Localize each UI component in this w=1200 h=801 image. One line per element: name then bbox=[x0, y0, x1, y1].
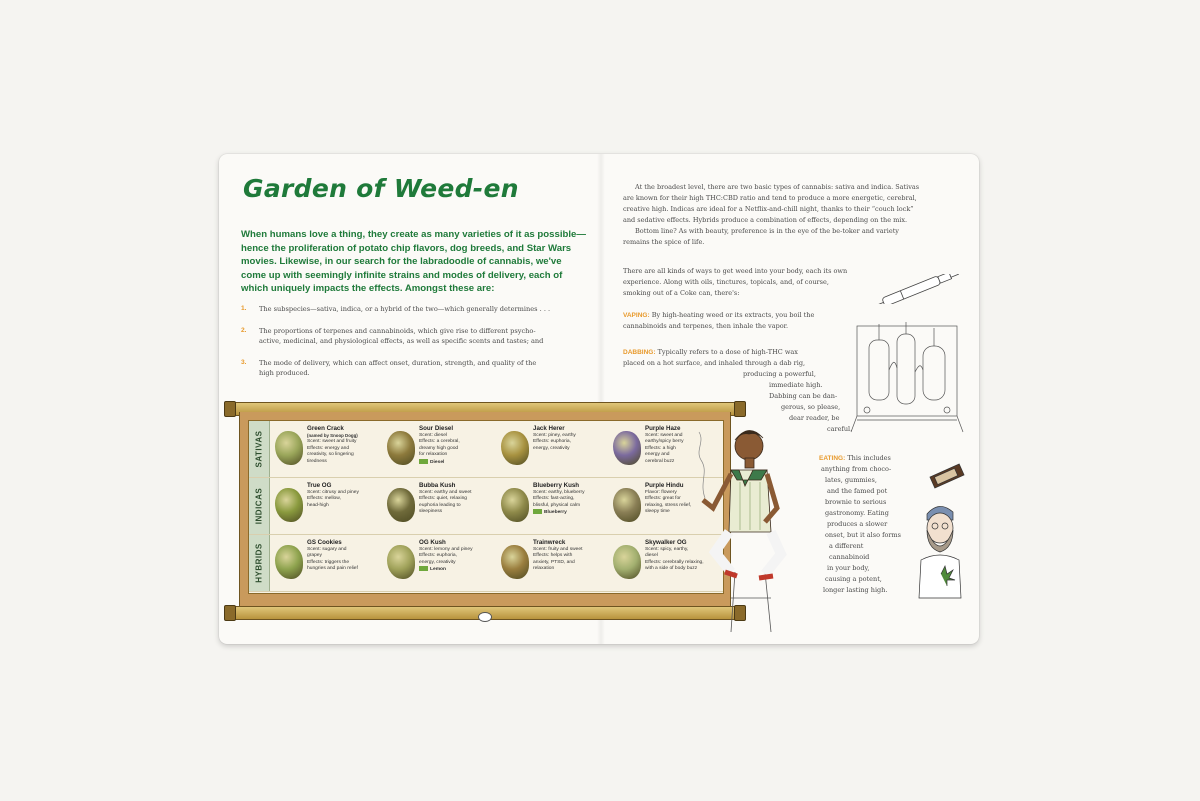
dabbing-line: Dabbing can be dan- bbox=[769, 392, 838, 400]
cannabis-bud-image bbox=[387, 545, 415, 579]
strain-detail-line: Effects: quiet, relaxing bbox=[419, 496, 468, 502]
list-number: 3. bbox=[241, 358, 247, 366]
strain-details bbox=[307, 539, 385, 573]
lead-line: come up with seemingly infinite strains and modes of delivery, each of bbox=[241, 269, 563, 281]
ways-line: smoking out of a Coke can, there's: bbox=[623, 289, 740, 297]
book-spread bbox=[219, 154, 979, 644]
scroll-pull-ring bbox=[478, 612, 492, 622]
strain-detail-line: Effects: helps with bbox=[533, 553, 573, 559]
strain-detail-line: with a side of body buzz bbox=[645, 566, 698, 572]
intro-line: remains the spice of life. bbox=[623, 238, 705, 246]
list-item bbox=[241, 304, 586, 315]
strain-detail-line: Scent: sweet and bbox=[645, 433, 683, 438]
cannabis-bud-image bbox=[275, 488, 303, 522]
eating-line: This includes bbox=[847, 454, 891, 462]
list-line: active, medicinal, and physiological effects, as well as specific scents and tastes; and bbox=[259, 337, 544, 345]
strain-detail-line: Scent: lemony and piney bbox=[419, 547, 473, 552]
strain-detail-line: tiredness bbox=[307, 458, 327, 464]
strain-detail-line: relaxation bbox=[533, 566, 555, 572]
vaping-label: VAPING: bbox=[623, 312, 650, 319]
strain-name: Green Crack bbox=[307, 425, 344, 432]
strain-details bbox=[419, 425, 497, 466]
strain-detail-line: Scent: piney, earthy bbox=[533, 433, 576, 438]
strain-detail-line: hungries and pain relief bbox=[307, 566, 358, 572]
cannabis-bud-image bbox=[613, 545, 641, 579]
strain-details bbox=[419, 539, 497, 573]
strain-row-label-text: SATIVAS bbox=[254, 430, 264, 468]
list-item bbox=[241, 326, 586, 347]
strain-details bbox=[419, 482, 497, 516]
eating-line: produces a slower bbox=[827, 520, 888, 528]
dabbing-line: immediate high. bbox=[769, 381, 823, 389]
strain-card bbox=[499, 539, 611, 589]
strain-card bbox=[385, 539, 497, 589]
strain-name: Blueberry Kush bbox=[533, 482, 580, 489]
vaping-paragraph bbox=[623, 310, 853, 332]
strain-detail-line: Scent: diesel bbox=[419, 433, 448, 438]
cannabis-bud-image bbox=[501, 431, 529, 465]
list-line: The mode of delivery, which can affect onset, duration, strength, and quality of the bbox=[259, 358, 537, 367]
strain-detail-line: earthy/spicy berry bbox=[645, 439, 684, 445]
cannabis-bud-image bbox=[275, 545, 303, 579]
strain-row-label-text: INDICAS bbox=[254, 487, 264, 525]
eating-line: causing a potent, bbox=[825, 575, 882, 583]
intro-line: are known for their high THC:CBD ratio and tend to produce a more energetic, cerebral, bbox=[623, 194, 917, 202]
vaping-line: cannabinoids and terpenes, then inhale the vapor. bbox=[623, 322, 789, 330]
eating-line: and the famed pot bbox=[827, 487, 888, 495]
flavor-tag bbox=[419, 459, 497, 466]
list-line: high produced. bbox=[259, 369, 310, 377]
intro-line: At the broadest level, there are two basic types of cannabis: sativa and indica. Sativas bbox=[635, 183, 920, 191]
strain-row-label bbox=[249, 478, 270, 534]
flavor-tag bbox=[419, 566, 497, 573]
cannabis-bud-image bbox=[275, 431, 303, 465]
strain-card bbox=[273, 425, 385, 475]
ways-line: There are all kinds of ways to get weed into your body, each its own bbox=[623, 267, 848, 275]
strain-chart bbox=[239, 412, 731, 608]
strain-row bbox=[249, 478, 723, 535]
intro-line: creative high. Indicas are ideal for a Netflix-and-chill night, thanks to their “couch lock” bbox=[623, 205, 914, 213]
flavor-label: Diesel bbox=[430, 459, 445, 465]
strain-details bbox=[307, 425, 385, 465]
bearded-man-illustration bbox=[913, 500, 967, 600]
eating-line: in your body, bbox=[827, 564, 870, 572]
vape-pen-illustration bbox=[871, 274, 966, 304]
eating-line: onset, but it also forms bbox=[825, 531, 902, 539]
strain-details bbox=[533, 425, 611, 452]
strain-detail-line: cerebral buzz bbox=[645, 458, 675, 464]
strain-chart-panel bbox=[248, 420, 724, 594]
flag-icon bbox=[533, 509, 542, 514]
strain-detail-line: Effects: cerebrally relaxing, bbox=[645, 559, 704, 565]
strain-detail-line: Scent: citrusy and piney bbox=[307, 490, 359, 495]
eating-line: a different bbox=[829, 542, 864, 550]
dabbing-line: placed on a hot surface, and inhaled through a dab rig, bbox=[623, 359, 806, 367]
ways-line: experience. Along with oils, tinctures, topicals, and, of course, bbox=[623, 278, 829, 286]
dabbing-line: careful. bbox=[827, 425, 853, 433]
strain-detail-line: diesel bbox=[645, 553, 658, 559]
strain-name: Sour Diesel bbox=[419, 425, 454, 432]
strain-row bbox=[249, 535, 723, 592]
cannabis-bud-image bbox=[387, 431, 415, 465]
strain-name: Jack Herer bbox=[533, 425, 565, 432]
strain-detail-line: Scent: earthy and sweet bbox=[419, 490, 472, 495]
flavor-tag bbox=[533, 509, 611, 516]
strain-detail-line: Effects: euphoria, bbox=[533, 439, 571, 445]
rod-cap bbox=[224, 605, 236, 621]
strain-card bbox=[385, 482, 497, 532]
strain-detail-line: Flavor: flowery bbox=[645, 490, 677, 495]
dabbing-line: producing a powerful, bbox=[743, 370, 816, 378]
strain-detail-line: dreamy high good bbox=[419, 445, 459, 451]
strain-detail-line: Effects: euphoria, bbox=[419, 553, 457, 559]
cannabis-bud-image bbox=[613, 431, 641, 465]
strain-name: Bubba Kush bbox=[419, 482, 456, 489]
strain-card bbox=[385, 425, 497, 475]
list-line: The proportions of terpenes and cannabinoids, which give rise to different psycho- bbox=[259, 326, 536, 335]
strain-details bbox=[533, 482, 611, 516]
strain-note: (named by Snoop Dogg) bbox=[307, 433, 358, 438]
eating-line: brownie to serious bbox=[825, 498, 887, 506]
strain-detail-line: Scent: sugary and bbox=[307, 547, 347, 552]
intro-line: and sedative effects. Hybrids produce a combination of effects, depending on the mix. bbox=[623, 216, 908, 224]
strain-card bbox=[273, 482, 385, 532]
list-line: The subspecies—sativa, indica, or a hybrid of the two—which generally determines . . . bbox=[259, 305, 551, 313]
strain-detail-line: Effects: a high bbox=[645, 445, 676, 451]
strain-detail-line: Effects: energy and bbox=[307, 445, 350, 451]
vaping-line: By high-heating weed or its extracts, you boil the bbox=[651, 311, 815, 319]
strain-detail-line: Effects: triggers the bbox=[307, 559, 350, 565]
eating-line: longer lasting high. bbox=[823, 586, 888, 594]
eating-line: lates, gummies, bbox=[825, 476, 877, 484]
strain-name: Trainwreck bbox=[533, 539, 566, 546]
strain-card bbox=[499, 425, 611, 475]
strain-detail-line: Scent: fruity and sweet bbox=[533, 547, 583, 552]
strain-detail-line: relaxing, stress relief, bbox=[645, 502, 692, 508]
strain-detail-line: energy, creativity bbox=[533, 445, 570, 451]
strain-detail-line: energy, creativity bbox=[419, 559, 456, 565]
strain-name: True OG bbox=[307, 482, 332, 489]
strain-detail-line: Scent: sweet and fruity bbox=[307, 439, 357, 445]
strain-detail-line: sleepiness bbox=[419, 509, 443, 515]
strain-detail-line: head-high bbox=[307, 502, 329, 508]
strain-card bbox=[273, 539, 385, 589]
strain-detail-line: blissful, physical calm bbox=[533, 502, 581, 508]
eating-line: cannabinoid bbox=[829, 553, 870, 561]
eating-label: EATING: bbox=[819, 455, 846, 462]
cannabis-bud-image bbox=[501, 545, 529, 579]
dab-rig-illustration bbox=[847, 320, 969, 438]
eating-line: gastronomy. Eating bbox=[825, 509, 889, 517]
strain-row-label bbox=[249, 421, 270, 477]
strain-name: OG Kush bbox=[419, 539, 446, 546]
strain-name: Purple Haze bbox=[645, 425, 681, 432]
flavor-label: Blueberry bbox=[544, 510, 567, 516]
cannabis-bud-image bbox=[613, 488, 641, 522]
cannabis-bud-image bbox=[387, 488, 415, 522]
strain-detail-line: Effects: fast-acting, bbox=[533, 496, 575, 502]
chocolate-bar-illustration bbox=[927, 462, 967, 490]
dabbing-line: Typically refers to a dose of high-THC wax bbox=[657, 348, 798, 356]
eating-line: anything from choco- bbox=[821, 465, 892, 473]
strain-name: GS Cookies bbox=[307, 539, 342, 546]
strain-detail-line: anxiety, PTSD, and bbox=[533, 559, 575, 565]
strain-details bbox=[307, 482, 385, 509]
lead-line: movies. Likewise, in our search for the labradoodle of cannabis, we've bbox=[241, 256, 562, 267]
strain-detail-line: Effects: great for bbox=[645, 496, 681, 502]
strain-detail-line: creativity, so lingering bbox=[307, 452, 354, 458]
lead-line: When humans love a thing, they create as many varieties of it as possible— bbox=[241, 229, 586, 240]
intro-line: Bottom line? As with beauty, preference is in the eye of the be-toker and variety bbox=[635, 227, 899, 235]
strain-detail-line: sleepy time bbox=[645, 509, 670, 515]
intro-paragraph bbox=[623, 182, 963, 248]
flavor-label: Lemon bbox=[430, 567, 447, 573]
strain-detail-line: grapey bbox=[307, 553, 322, 559]
dabbing-label: DABBING: bbox=[623, 349, 656, 356]
strain-details bbox=[533, 539, 611, 573]
flag-icon bbox=[419, 459, 428, 464]
strain-row-label-text: HYBRIDS bbox=[254, 543, 264, 583]
page-title: Garden of Weed-en bbox=[243, 174, 519, 203]
rod-cap bbox=[224, 401, 236, 417]
ways-paragraph bbox=[623, 266, 893, 299]
dabbing-line: gerous, so please, bbox=[781, 403, 841, 411]
list-number: 1. bbox=[241, 305, 247, 312]
strain-name: Skywalker OG bbox=[645, 539, 687, 546]
flag-icon bbox=[419, 566, 428, 571]
strain-detail-line: euphoria leading to bbox=[419, 502, 461, 508]
character-illustration bbox=[695, 422, 805, 642]
strain-detail-line: energy and bbox=[645, 452, 670, 458]
strain-detail-line: for relaxation bbox=[419, 452, 448, 458]
strain-detail-line: Scent: spicy, earthy, bbox=[645, 547, 689, 552]
lead-line: which uniquely impacts the effects. Amongst these are: bbox=[241, 283, 495, 294]
strain-detail-line: Effects: a cerebral, bbox=[419, 439, 460, 445]
strain-card bbox=[499, 482, 611, 532]
list-number: 2. bbox=[241, 326, 247, 334]
dabbing-line: dear reader, be bbox=[789, 414, 840, 422]
numbered-list bbox=[241, 304, 586, 390]
strain-detail-line: Effects: mellow, bbox=[307, 496, 341, 502]
list-item bbox=[241, 358, 586, 379]
lead-paragraph bbox=[241, 228, 586, 296]
lead-line: hence the proliferation of potato chip flavors, dog breeds, and Star Wars bbox=[241, 242, 572, 254]
strain-detail-line: Scent: earthy, blueberry bbox=[533, 490, 585, 495]
strain-name: Purple Hindu bbox=[645, 482, 684, 489]
strain-row-label bbox=[249, 535, 270, 591]
cannabis-bud-image bbox=[501, 488, 529, 522]
